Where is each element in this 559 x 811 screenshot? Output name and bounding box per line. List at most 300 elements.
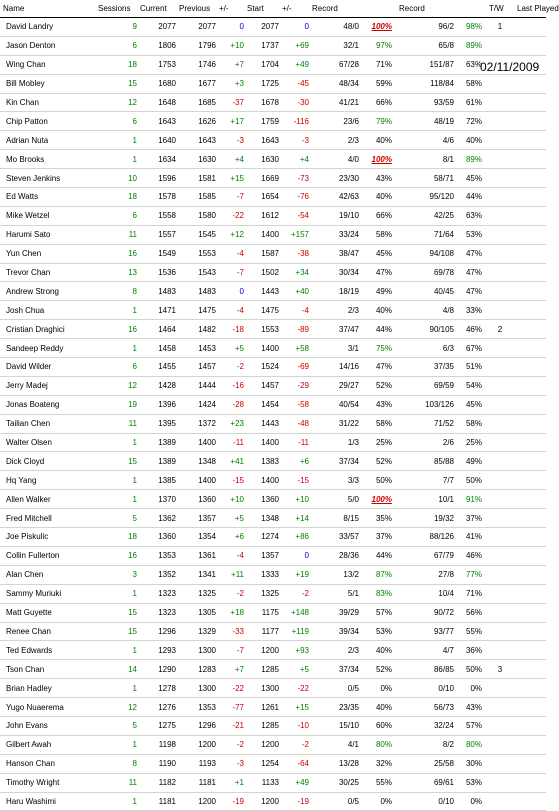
start-rating: 1285 — [244, 716, 279, 735]
record: 3/3 — [309, 471, 359, 490]
start-change: -30 — [279, 93, 309, 112]
previous-rating: 1200 — [176, 735, 216, 754]
record2: 4/7 — [396, 641, 454, 660]
start-rating: 1200 — [244, 641, 279, 660]
start-rating: 1443 — [244, 414, 279, 433]
header-row — [0, 0, 546, 18]
rating-change: -22 — [216, 679, 244, 698]
start-rating: 1357 — [244, 546, 279, 565]
record2-pct: 63% — [454, 55, 486, 74]
sessions: 5 — [95, 716, 137, 735]
current-rating: 1181 — [137, 792, 176, 811]
table-row — [0, 225, 546, 244]
tw: 3 — [486, 660, 514, 679]
record: 38/47 — [309, 244, 359, 263]
record-pct: 87% — [359, 565, 396, 584]
sessions: 6 — [95, 206, 137, 225]
record: 33/24 — [309, 225, 359, 244]
tw — [486, 679, 514, 698]
previous-rating: 1475 — [176, 301, 216, 320]
previous-rating: 1341 — [176, 565, 216, 584]
record2-pct: 89% — [454, 150, 486, 169]
previous-rating: 1361 — [176, 546, 216, 565]
last-played — [514, 660, 546, 679]
current-rating: 1753 — [137, 55, 176, 74]
previous-rating: 1553 — [176, 244, 216, 263]
record2-pct: 57% — [454, 716, 486, 735]
tw — [486, 395, 514, 414]
player-name: Ed Watts — [0, 188, 95, 207]
record2: 69/59 — [396, 376, 454, 395]
table-row — [0, 282, 546, 301]
record-pct: 25% — [359, 433, 396, 452]
record2: 7/7 — [396, 471, 454, 490]
start-change: +14 — [279, 509, 309, 528]
table-row — [0, 131, 546, 150]
start-change: +49 — [279, 773, 309, 792]
rating-change: +15 — [216, 169, 244, 188]
record-pct: 52% — [359, 452, 396, 471]
last-played — [514, 131, 546, 150]
record-pct: 58% — [359, 414, 396, 433]
record2: 69/61 — [396, 773, 454, 792]
record2: 88/126 — [396, 528, 454, 547]
record-pct: 40% — [359, 188, 396, 207]
start-change: 0 — [279, 18, 309, 37]
start-change: +69 — [279, 36, 309, 55]
rating-change: -3 — [216, 131, 244, 150]
rating-change: +4 — [216, 150, 244, 169]
last-played — [514, 188, 546, 207]
sessions: 13 — [95, 263, 137, 282]
record-pct: 44% — [359, 320, 396, 339]
rating-change: +12 — [216, 225, 244, 244]
rating-change: -4 — [216, 546, 244, 565]
record-pct: 47% — [359, 358, 396, 377]
start-change: -29 — [279, 376, 309, 395]
record2: 85/88 — [396, 452, 454, 471]
rating-change: -3 — [216, 754, 244, 773]
current-rating: 1296 — [137, 622, 176, 641]
current-rating: 1360 — [137, 528, 176, 547]
previous-rating: 1746 — [176, 55, 216, 74]
current-rating: 1370 — [137, 490, 176, 509]
previous-rating: 1543 — [176, 263, 216, 282]
record: 4/0 — [309, 150, 359, 169]
player-name: Ted Edwards — [0, 641, 95, 660]
current-rating: 1362 — [137, 509, 176, 528]
record2: 32/24 — [396, 716, 454, 735]
record2: 65/8 — [396, 36, 454, 55]
current-rating: 1634 — [137, 150, 176, 169]
table-row — [0, 358, 546, 377]
record: 5/0 — [309, 490, 359, 509]
player-name: Yun Chen — [0, 244, 95, 263]
tw: 2 — [486, 320, 514, 339]
player-name: Timothy Wright — [0, 773, 95, 792]
record2: 48/19 — [396, 112, 454, 131]
player-name: Cristian Draghici — [0, 320, 95, 339]
rating-change: -37 — [216, 93, 244, 112]
start-rating: 1133 — [244, 773, 279, 792]
table-row — [0, 792, 546, 811]
record2-pct: 54% — [454, 376, 486, 395]
last-played — [514, 773, 546, 792]
sessions: 1 — [95, 792, 137, 811]
start-rating: 1643 — [244, 131, 279, 150]
start-rating: 1443 — [244, 282, 279, 301]
current-rating: 1578 — [137, 188, 176, 207]
previous-rating: 1296 — [176, 716, 216, 735]
tw — [486, 509, 514, 528]
record2-pct: 30% — [454, 754, 486, 773]
record2: 6/3 — [396, 339, 454, 358]
start-rating: 1725 — [244, 74, 279, 93]
last-played — [514, 74, 546, 93]
last-played — [514, 414, 546, 433]
start-change: -4 — [279, 301, 309, 320]
record2: 93/59 — [396, 93, 454, 112]
record: 40/54 — [309, 395, 359, 414]
record-pct: 66% — [359, 93, 396, 112]
start-rating: 1285 — [244, 660, 279, 679]
sessions: 16 — [95, 244, 137, 263]
player-name: Tailian Chen — [0, 414, 95, 433]
record: 3/1 — [309, 339, 359, 358]
start-change: +49 — [279, 55, 309, 74]
start-rating: 1669 — [244, 169, 279, 188]
start-rating: 1457 — [244, 376, 279, 395]
last-played — [514, 339, 546, 358]
sessions: 1 — [95, 150, 137, 169]
header-start-change: +/- — [279, 0, 309, 18]
tw — [486, 188, 514, 207]
sessions: 11 — [95, 773, 137, 792]
start-rating: 2077 — [244, 18, 279, 37]
current-rating: 1278 — [137, 679, 176, 698]
record-pct: 97% — [359, 36, 396, 55]
record-pct: 52% — [359, 660, 396, 679]
last-played — [514, 169, 546, 188]
previous-rating: 1360 — [176, 490, 216, 509]
record: 14/16 — [309, 358, 359, 377]
record: 37/34 — [309, 660, 359, 679]
start-rating: 1587 — [244, 244, 279, 263]
start-change: -58 — [279, 395, 309, 414]
record2-pct: 47% — [454, 282, 486, 301]
last-played — [514, 93, 546, 112]
previous-rating: 1372 — [176, 414, 216, 433]
current-rating: 1293 — [137, 641, 176, 660]
player-name: Jerry Madej — [0, 376, 95, 395]
record2: 27/8 — [396, 565, 454, 584]
current-rating: 1648 — [137, 93, 176, 112]
record-pct: 80% — [359, 735, 396, 754]
sessions: 6 — [95, 112, 137, 131]
rating-change: 0 — [216, 282, 244, 301]
record2: 10/4 — [396, 584, 454, 603]
last-played — [514, 641, 546, 660]
last-played — [514, 358, 546, 377]
current-rating: 1455 — [137, 358, 176, 377]
tw — [486, 546, 514, 565]
record2-pct: 43% — [454, 698, 486, 717]
current-rating: 2077 — [137, 18, 176, 37]
sessions: 1 — [95, 490, 137, 509]
sessions: 3 — [95, 565, 137, 584]
sessions: 11 — [95, 225, 137, 244]
record2-pct: 53% — [454, 773, 486, 792]
current-rating: 1323 — [137, 584, 176, 603]
rating-change: -4 — [216, 301, 244, 320]
table-row — [0, 93, 546, 112]
start-rating: 1177 — [244, 622, 279, 641]
previous-rating: 1457 — [176, 358, 216, 377]
record2-pct: 37% — [454, 509, 486, 528]
report-date: 02/11/2009 — [480, 60, 540, 74]
table-row — [0, 112, 546, 131]
record2-pct: 98% — [454, 18, 486, 37]
start-change: +15 — [279, 698, 309, 717]
sessions: 8 — [95, 754, 137, 773]
start-change: +58 — [279, 339, 309, 358]
last-played — [514, 565, 546, 584]
record2-pct: 49% — [454, 452, 486, 471]
rating-change: -21 — [216, 716, 244, 735]
tw — [486, 433, 514, 452]
sessions: 16 — [95, 320, 137, 339]
table-row — [0, 376, 546, 395]
current-rating: 1353 — [137, 546, 176, 565]
record-pct: 58% — [359, 225, 396, 244]
sessions: 6 — [95, 36, 137, 55]
previous-rating: 1677 — [176, 74, 216, 93]
record2-pct: 80% — [454, 735, 486, 754]
record: 33/57 — [309, 528, 359, 547]
record-pct: 40% — [359, 698, 396, 717]
table-row — [0, 528, 546, 547]
record2-pct: 58% — [454, 414, 486, 433]
record2-pct: 91% — [454, 490, 486, 509]
rating-change: +7 — [216, 55, 244, 74]
rating-change: -28 — [216, 395, 244, 414]
record2-pct: 47% — [454, 263, 486, 282]
current-rating: 1275 — [137, 716, 176, 735]
record-pct: 83% — [359, 584, 396, 603]
start-rating: 1325 — [244, 584, 279, 603]
tw — [486, 131, 514, 150]
record2: 4/6 — [396, 131, 454, 150]
player-name: Jason Denton — [0, 36, 95, 55]
start-rating: 1400 — [244, 339, 279, 358]
previous-rating: 1300 — [176, 641, 216, 660]
last-played — [514, 320, 546, 339]
record: 30/25 — [309, 773, 359, 792]
tw — [486, 641, 514, 660]
record-pct: 59% — [359, 74, 396, 93]
player-name: John Evans — [0, 716, 95, 735]
record: 4/1 — [309, 735, 359, 754]
sessions: 1 — [95, 735, 137, 754]
previous-rating: 1193 — [176, 754, 216, 773]
start-rating: 1300 — [244, 679, 279, 698]
record-pct: 55% — [359, 773, 396, 792]
sessions: 19 — [95, 395, 137, 414]
record: 39/29 — [309, 603, 359, 622]
sessions: 12 — [95, 698, 137, 717]
record-pct: 57% — [359, 603, 396, 622]
player-name: Alan Chen — [0, 565, 95, 584]
player-name: David Wilder — [0, 358, 95, 377]
last-played — [514, 18, 546, 37]
record: 37/47 — [309, 320, 359, 339]
start-rating: 1553 — [244, 320, 279, 339]
record2-pct: 41% — [454, 528, 486, 547]
start-rating: 1654 — [244, 188, 279, 207]
sessions: 12 — [95, 376, 137, 395]
tw — [486, 452, 514, 471]
record2: 40/45 — [396, 282, 454, 301]
rating-change: -77 — [216, 698, 244, 717]
player-name: Allen Walker — [0, 490, 95, 509]
start-change: -69 — [279, 358, 309, 377]
table-row — [0, 433, 546, 452]
record2-pct: 25% — [454, 433, 486, 452]
rating-change: -19 — [216, 792, 244, 811]
tw — [486, 358, 514, 377]
tw — [486, 244, 514, 263]
start-change: -15 — [279, 471, 309, 490]
tw — [486, 698, 514, 717]
record2: 96/2 — [396, 18, 454, 37]
tw — [486, 282, 514, 301]
record-pct: 47% — [359, 263, 396, 282]
rating-change: +10 — [216, 490, 244, 509]
previous-rating: 1181 — [176, 773, 216, 792]
last-played — [514, 735, 546, 754]
sessions: 16 — [95, 546, 137, 565]
record-pct: 60% — [359, 716, 396, 735]
tw — [486, 263, 514, 282]
record-pct: 75% — [359, 339, 396, 358]
table-row — [0, 546, 546, 565]
table-row — [0, 320, 546, 339]
current-rating: 1428 — [137, 376, 176, 395]
rating-change: -7 — [216, 641, 244, 660]
previous-rating: 1354 — [176, 528, 216, 547]
tw — [486, 36, 514, 55]
previous-rating: 1580 — [176, 206, 216, 225]
player-name: Steven Jenkins — [0, 169, 95, 188]
player-name: Tson Chan — [0, 660, 95, 679]
start-rating: 1261 — [244, 698, 279, 717]
player-name: Adrian Nuta — [0, 131, 95, 150]
record: 8/15 — [309, 509, 359, 528]
record: 1/3 — [309, 433, 359, 452]
player-name: Gilbert Awah — [0, 735, 95, 754]
last-played — [514, 112, 546, 131]
header-previous: Previous — [176, 0, 216, 18]
rating-change: 0 — [216, 18, 244, 37]
player-name: Joe Piskulic — [0, 528, 95, 547]
record2-pct: 36% — [454, 641, 486, 660]
tw — [486, 301, 514, 320]
record2: 25/58 — [396, 754, 454, 773]
current-rating: 1464 — [137, 320, 176, 339]
start-rating: 1200 — [244, 735, 279, 754]
record: 37/34 — [309, 452, 359, 471]
record2: 19/32 — [396, 509, 454, 528]
record: 39/34 — [309, 622, 359, 641]
last-played — [514, 603, 546, 622]
record: 18/19 — [309, 282, 359, 301]
record: 15/10 — [309, 716, 359, 735]
record-pct: 40% — [359, 641, 396, 660]
start-change: -89 — [279, 320, 309, 339]
sessions: 1 — [95, 131, 137, 150]
player-name: Hq Yang — [0, 471, 95, 490]
table-row — [0, 735, 546, 754]
record2: 0/10 — [396, 679, 454, 698]
table-row — [0, 698, 546, 717]
record2-pct: 56% — [454, 603, 486, 622]
table-row — [0, 754, 546, 773]
player-name: Sammy Muriuki — [0, 584, 95, 603]
start-change: +6 — [279, 452, 309, 471]
player-name: Kin Chan — [0, 93, 95, 112]
current-rating: 1558 — [137, 206, 176, 225]
record2: 151/87 — [396, 55, 454, 74]
current-rating: 1596 — [137, 169, 176, 188]
rating-change: +41 — [216, 452, 244, 471]
previous-rating: 1444 — [176, 376, 216, 395]
last-played — [514, 622, 546, 641]
last-played — [514, 754, 546, 773]
start-rating: 1737 — [244, 36, 279, 55]
record2-pct: 50% — [454, 471, 486, 490]
player-name: Renee Chan — [0, 622, 95, 641]
record: 48/34 — [309, 74, 359, 93]
tw — [486, 150, 514, 169]
player-name: Yugo Nuaerema — [0, 698, 95, 717]
start-change: -2 — [279, 735, 309, 754]
last-played — [514, 792, 546, 811]
record2: 42/25 — [396, 206, 454, 225]
record: 29/27 — [309, 376, 359, 395]
table-row — [0, 452, 546, 471]
record2-pct: 0% — [454, 679, 486, 698]
last-played — [514, 546, 546, 565]
record: 23/35 — [309, 698, 359, 717]
table-row — [0, 395, 546, 414]
current-rating: 1680 — [137, 74, 176, 93]
sessions: 15 — [95, 74, 137, 93]
rating-change: -15 — [216, 471, 244, 490]
start-rating: 1454 — [244, 395, 279, 414]
sessions: 6 — [95, 358, 137, 377]
player-name: Collin Fullerton — [0, 546, 95, 565]
previous-rating: 1200 — [176, 792, 216, 811]
tw — [486, 225, 514, 244]
record2-pct: 67% — [454, 339, 486, 358]
rating-change: +5 — [216, 339, 244, 358]
current-rating: 1643 — [137, 112, 176, 131]
sessions: 1 — [95, 584, 137, 603]
record-pct: 79% — [359, 112, 396, 131]
tw — [486, 565, 514, 584]
table-row — [0, 18, 546, 37]
previous-rating: 1348 — [176, 452, 216, 471]
